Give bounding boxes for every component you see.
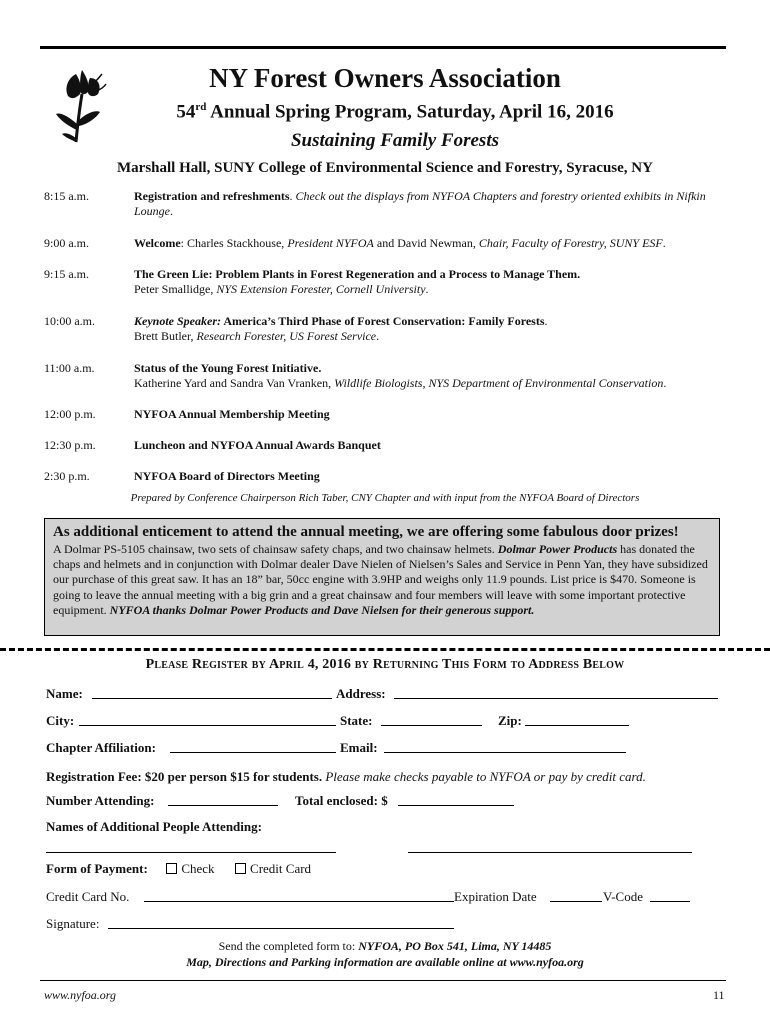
registration-heading: Please Register by April 4, 2016 by Returning This Form to Address Below xyxy=(145,657,625,672)
vcode-field[interactable] xyxy=(650,889,690,902)
number-attending-label: Number Attending: xyxy=(46,793,155,808)
city-field[interactable] xyxy=(79,713,336,726)
program-location: Marshall Hall, SUNY College of Environmental Science and Forestry, Syracuse, NY xyxy=(117,160,653,176)
number-attending-field[interactable] xyxy=(168,793,278,806)
map-info: Map, Directions and Parking information are available online at www.nyfoa.org xyxy=(186,955,584,969)
credit-card-checkbox[interactable] xyxy=(235,863,246,874)
state-field[interactable] xyxy=(381,713,482,726)
expiration-label: Expiration Date xyxy=(454,889,537,904)
cut-line xyxy=(0,648,770,651)
send-instructions: Send the completed form to: NYFOA, PO Box 541, Lima, NY 14485 xyxy=(218,939,552,953)
email-label: Email: xyxy=(340,740,378,755)
vcode-label: V-Code xyxy=(603,889,643,904)
check-checkbox[interactable] xyxy=(166,863,177,874)
signature-label: Signature: xyxy=(46,916,100,931)
program-theme: Sustaining Family Forests xyxy=(290,130,499,151)
prepared-by-note: Prepared by Conference Chairperson Rich Taber, CNY Chapter and with input from the NYFOA Board of Directors xyxy=(130,492,640,504)
address-label: Address: xyxy=(336,686,386,701)
additional-names-label: Names of Additional People Attending: xyxy=(46,819,262,834)
door-prizes-heading: As additional enticement to attend the annual meeting, we are offering some fabulous door prizes! xyxy=(53,524,679,540)
door-prizes-box xyxy=(44,518,720,636)
additional-name-field[interactable] xyxy=(46,840,336,853)
footer-url: www.nyfoa.org xyxy=(44,988,117,1002)
door-prizes-text: A Dolmar PS-5105 chainsaw, two sets of chainsaw safety chaps, and two chainsaw helmets. Dolmar Power Products has donated the chaps and helmets and in conjunction with Dolmar dealer Dave Nielen of Nielsen’s Sales and Service in Penn Yan, they have subsidized our purchase of this great saw. It has an 18” bar, 50cc engine with 3.9HP and weighs only 11.9 pounds. List price is $470. Someone is going to leave the annual meeting with a big grin and a great chainsaw and four members will leave with some important protective equipment. NYFOA thanks Dolmar Power Products and Dave Nielsen for their generous support. xyxy=(53,542,708,617)
zip-label: Zip: xyxy=(498,713,522,728)
cc-number-field[interactable] xyxy=(144,889,454,902)
page-number: 11 xyxy=(713,988,725,1002)
name-field[interactable] xyxy=(92,686,332,699)
org-title: NY Forest Owners Association xyxy=(209,63,561,93)
additional-name-field[interactable] xyxy=(408,840,692,853)
zip-field[interactable] xyxy=(525,713,629,726)
address-field[interactable] xyxy=(394,686,718,699)
cc-label: Credit Card No. xyxy=(46,889,130,904)
total-enclosed-field[interactable] xyxy=(398,793,514,806)
check-label: Check xyxy=(181,861,215,876)
payment-row xyxy=(46,861,311,877)
name-label: Name: xyxy=(46,686,83,701)
chapter-field[interactable] xyxy=(170,740,336,753)
payment-label: Form of Payment: xyxy=(46,861,148,876)
expiration-field[interactable] xyxy=(550,889,602,902)
email-field[interactable] xyxy=(384,740,626,753)
credit-card-label: Credit Card xyxy=(250,861,312,876)
fee-text: Registration Fee: $20 per person $15 for students. Please make checks payable to NYFOA or pay by credit card. xyxy=(46,769,646,784)
footer-rule xyxy=(40,980,726,981)
city-label: City: xyxy=(46,713,75,728)
chapter-label: Chapter Affiliation: xyxy=(46,740,156,755)
program-title: 54rd Annual Spring Program, Saturday, April 16, 2016 xyxy=(176,101,614,123)
state-label: State: xyxy=(340,713,373,728)
top-rule xyxy=(40,46,726,49)
total-enclosed-label: Total enclosed: $ xyxy=(295,793,388,808)
signature-field[interactable] xyxy=(108,916,454,929)
